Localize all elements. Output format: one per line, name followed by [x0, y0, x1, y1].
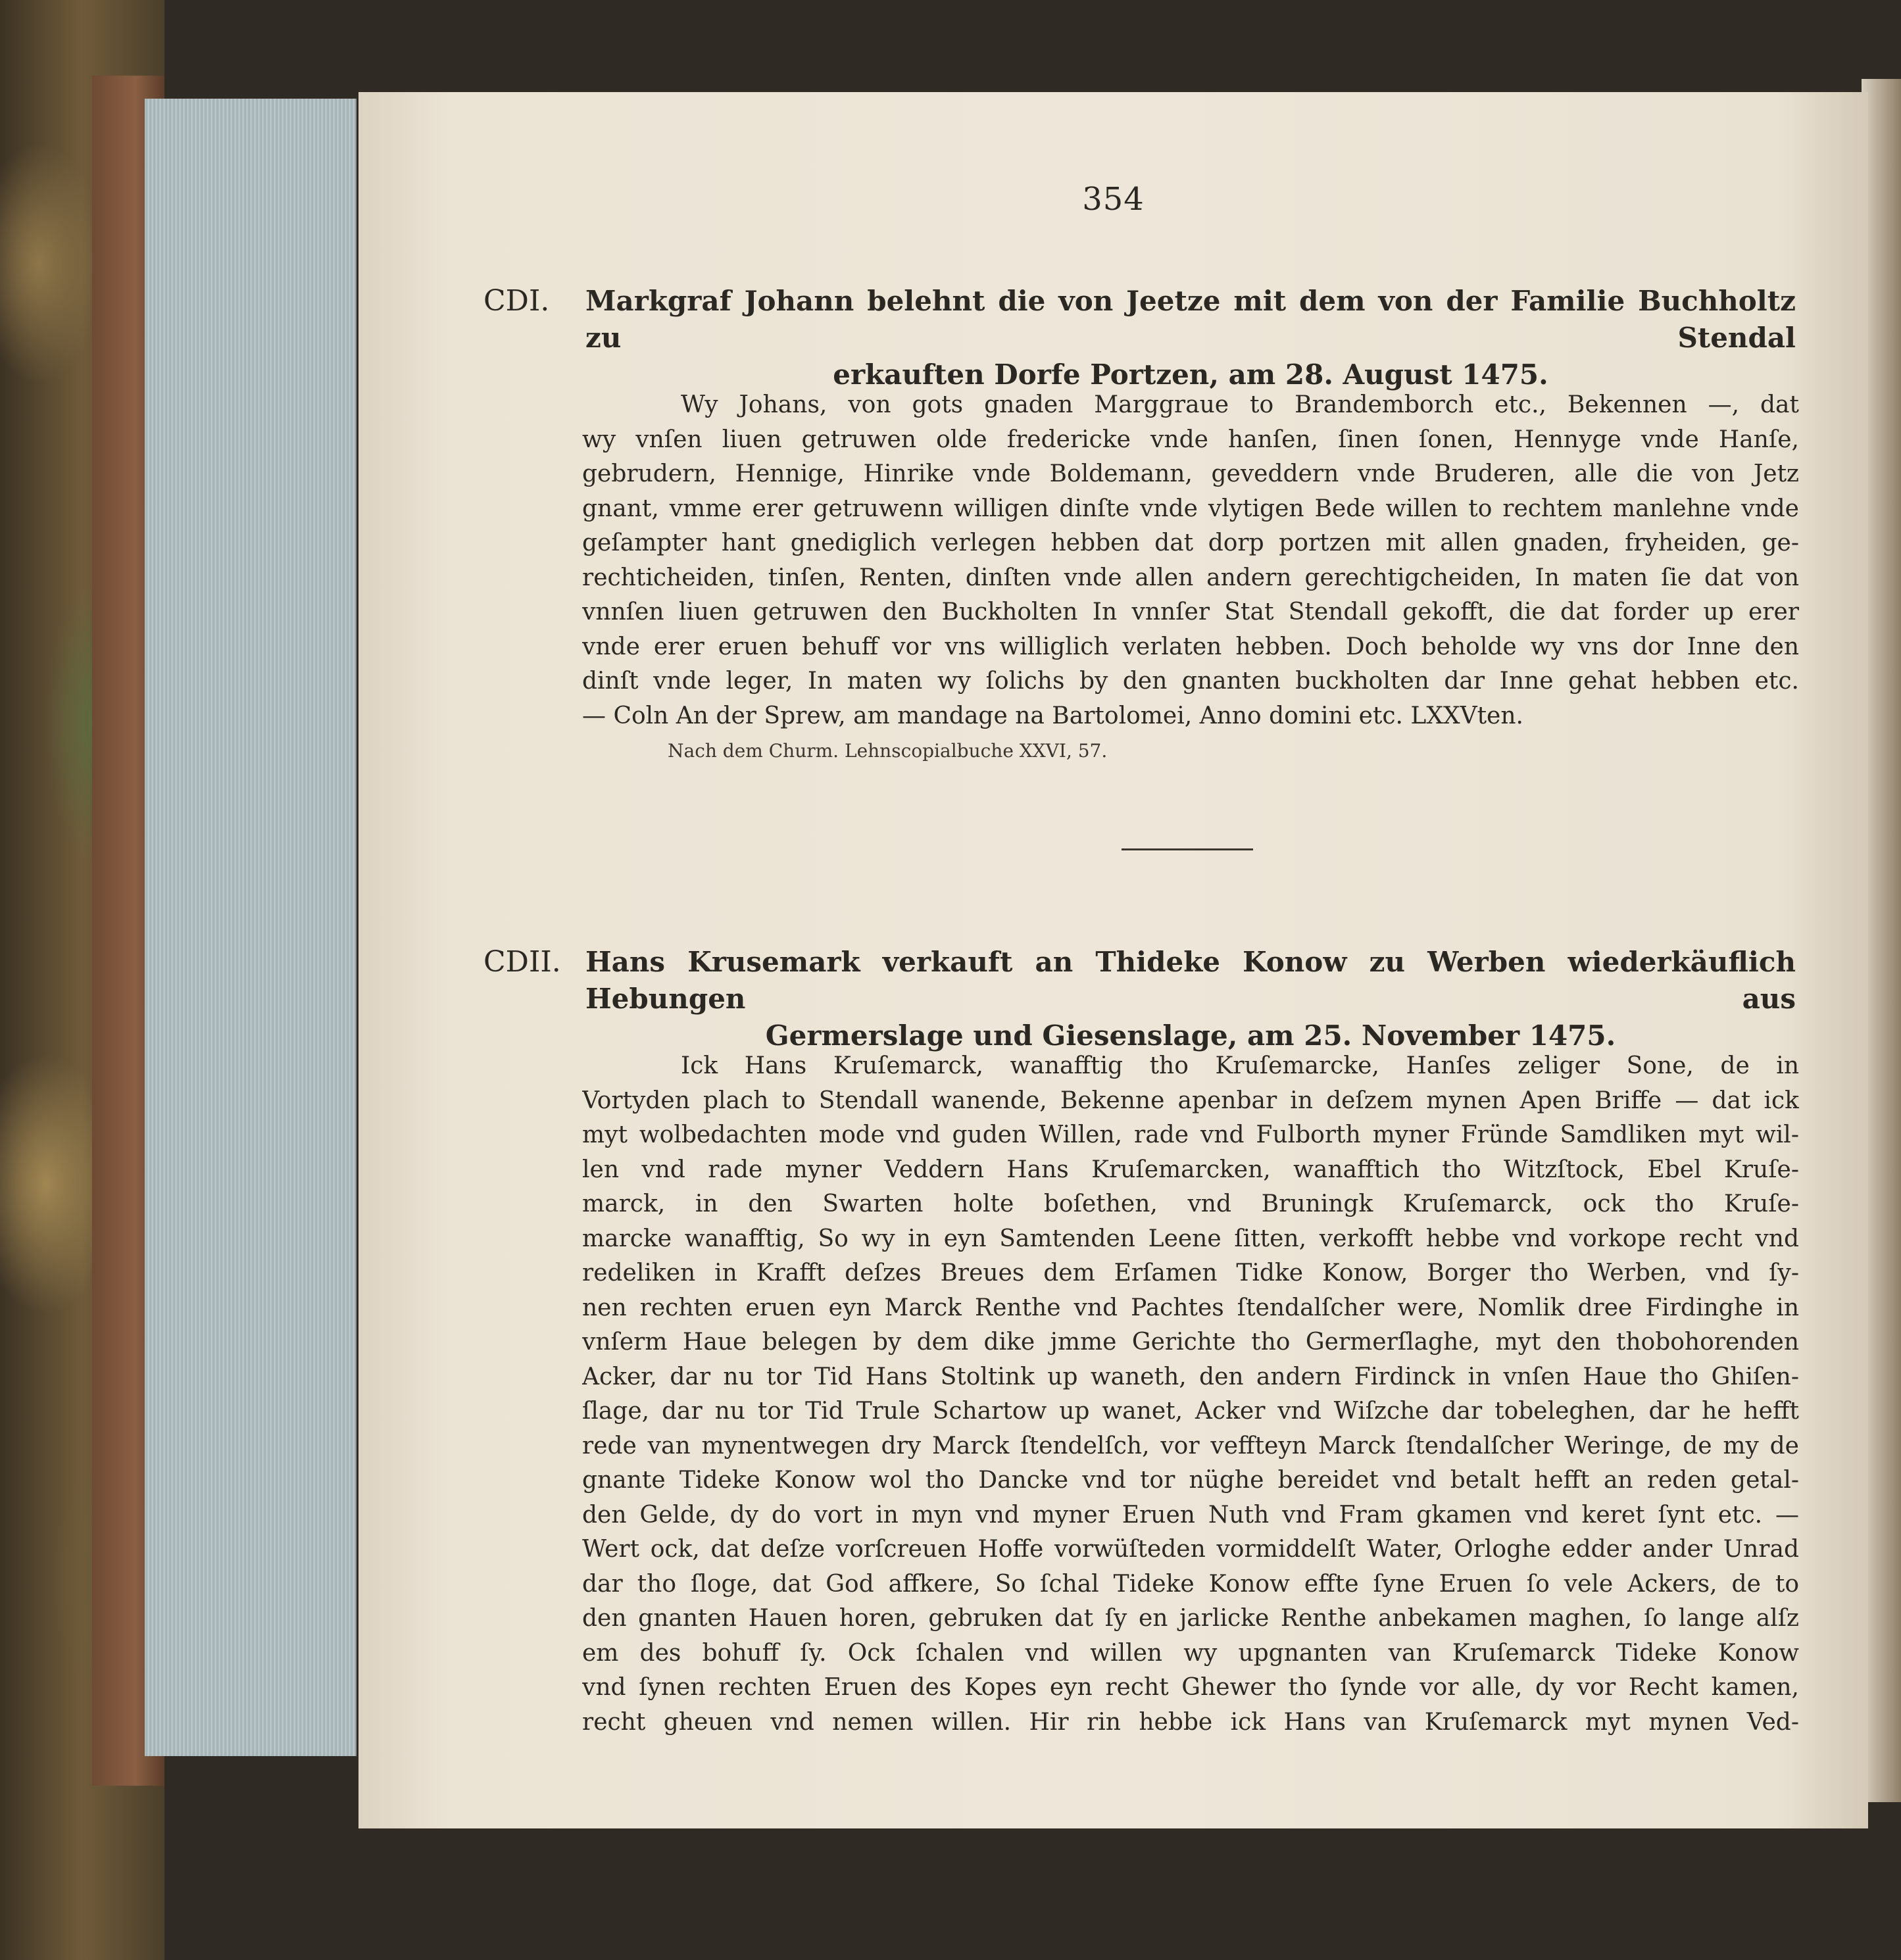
- page-number: 354: [1082, 181, 1145, 218]
- text-line: gebrudern, Hennige, Hinrike vnde Boldemann, geveddern vnde Bruderen, alle die von Jetz: [582, 460, 1799, 487]
- text-line: marck, in den Swarten holte boſethen, vnd Bruningk Kruſemarck, ock tho Kruſe-: [582, 1190, 1799, 1217]
- text-line: rede van mynentwegen dry Marck ſtendelſch, vor veffteyn Marck ſtendalſcher Weringe, de my de: [582, 1432, 1799, 1459]
- text-line: wy vnſen liuen getruwen olde fredericke vnde hanſen, ſinen ſonen, Hennyge vnde Hanſe,: [582, 426, 1799, 453]
- text-line: — Coln An der Sprew, am mandage na Bartolomei, Anno domini etc. LXXVten.: [582, 702, 1523, 729]
- text-line: Wert ock, dat deſze vorſcreuen Hoffe vorwüſteden vormiddelſt Water, Orloghe edder ander Unrad: [582, 1536, 1799, 1563]
- text-line: vnnſen liuen getruwen den Buckholten In vnnſer Stat Stendall gekofft, die dat forder up erer: [582, 599, 1799, 625]
- text-line: geſampter hant gnediglich verlegen hebben dat dorp portzen mit allen gnaden, fryheiden, ge-: [582, 529, 1799, 556]
- text-line: marcke wanafftig, So wy in eyn Samtenden Leene ſitten, verkofft hebbe vnd vorkope recht vnd: [582, 1225, 1799, 1252]
- text-line: Vortyden plach to Stendall wanende, Bekenne apenbar in deſzem mynen Apen Briffe — dat ick: [582, 1087, 1799, 1114]
- section-divider: [1122, 848, 1253, 850]
- text-line: em des bohuff ſy. Ock ſchalen vnd willen wy upgnanten van Kruſemarck Tideke Konow: [582, 1639, 1799, 1667]
- text-line: vnde erer eruen behuff vor vns williglich verlaten hebben. Doch beholde wy vns dor Inne den: [582, 633, 1799, 660]
- text-line: Acker, dar nu tor Tid Hans Stoltink up waneth, den andern Firdinck in vnſen Haue tho Ghiſen-: [582, 1363, 1799, 1390]
- text-line: vnſerm Haue belegen by dem dike jmme Gerichte tho Germerſlaghe, myt den thobohorenden: [582, 1329, 1799, 1356]
- text-line: den Gelde, dy do vort in myn vnd myner Eruen Nuth vnd Fram gkamen vnd keret ſynt etc. —: [582, 1501, 1799, 1529]
- text-line: len vnd rade myner Veddern Hans Kruſemarcken, wanafftich tho Witzſtock, Ebel Kruſe-: [582, 1156, 1799, 1183]
- section-title-line2: Germerslage und Giesenslage, am 25. November 1475.: [765, 1019, 1616, 1052]
- text-line: dinſt vnde leger, In maten wy ſolichs by den gnanten buckholten dar Inne gehat hebben etc.: [582, 668, 1799, 695]
- text-line: myt wolbedachten mode vnd guden Willen, rade vnd Fulborth myner Fründe Samdliken myt wil-: [582, 1121, 1799, 1148]
- section-title-line1: Markgraf Johann belehnt die von Jeetze mit dem von der Familie Buchholtz zu Stendal: [585, 285, 1796, 354]
- section-title-line2: erkauften Dorfe Portzen, am 28. August 1475.: [833, 358, 1548, 391]
- text-line: Wy Johans, von gots gnaden Marggraue to Brandemborch etc., Bekennen —, dat: [681, 391, 1799, 418]
- text-line: redeliken in Krafft deſzes Breues dem Erſamen Tidke Konow, Borger tho Werben, vnd ſy-: [582, 1260, 1799, 1286]
- section-number: CDII.: [483, 945, 561, 979]
- page-edges: [145, 99, 357, 1756]
- text-line: ſlage, dar nu tor Tid Trule Schartow up wanet, Acker vnd Wiſzche dar tobeleghen, dar he hefft: [582, 1398, 1799, 1425]
- text-line: recht gheuen vnd nemen willen. Hir rin hebbe ick Hans van Kruſemarck myt mynen Ved-: [582, 1708, 1799, 1736]
- section-number: CDI.: [483, 284, 550, 318]
- text-line: dar tho ſloge, dat God affkere, So ſchal Tideke Konow effte ſyne Eruen ſo vele Ackers, de to: [582, 1570, 1799, 1598]
- text-line: nen rechten eruen eyn Marck Renthe vnd Pachtes ſtendalſcher were, Nomlik dree Firdinghe in: [582, 1294, 1799, 1321]
- text-line: gnant, vmme erer getruwenn willigen dinſte vnde vlytigen Bede willen to rechtem manlehne vnde: [582, 495, 1799, 522]
- source-note: Nach dem Churm. Lehnscopialbuche XXVI, 57.: [668, 740, 1108, 762]
- section-heading-cdii: [483, 944, 1796, 1054]
- text-line: den gnanten Hauen horen, gebruken dat ſy en jarlicke Renthe anbekamen maghen, ſo lange alſz: [582, 1605, 1799, 1632]
- document-text-cdii: [582, 1049, 1799, 1740]
- section-heading-cdi: [483, 283, 1796, 393]
- text-line: Ick Hans Kruſemarck, wanafftig tho Kruſemarcke, Hanſes zeliger Sone, de in: [681, 1052, 1799, 1079]
- document-text-cdi: [582, 388, 1799, 733]
- text-line: gnante Tideke Konow wol tho Dancke vnd tor nüghe bereidet vnd betalt hefft an reden getal-: [582, 1467, 1799, 1494]
- text-line: vnd ſynen rechten Eruen des Kopes eyn recht Ghewer tho ſynde vor alle, dy vor Recht kamen,: [582, 1674, 1799, 1701]
- section-title-line1: Hans Krusemark verkauft an Thideke Konow zu Werben wiederkäuflich Hebungen aus: [585, 946, 1796, 1015]
- book-page: [358, 92, 1868, 1828]
- text-line: rechticheiden, tinſen, Renten, dinſten vnde allen andern gerechtigcheiden, In maten ſie dat von: [582, 564, 1799, 591]
